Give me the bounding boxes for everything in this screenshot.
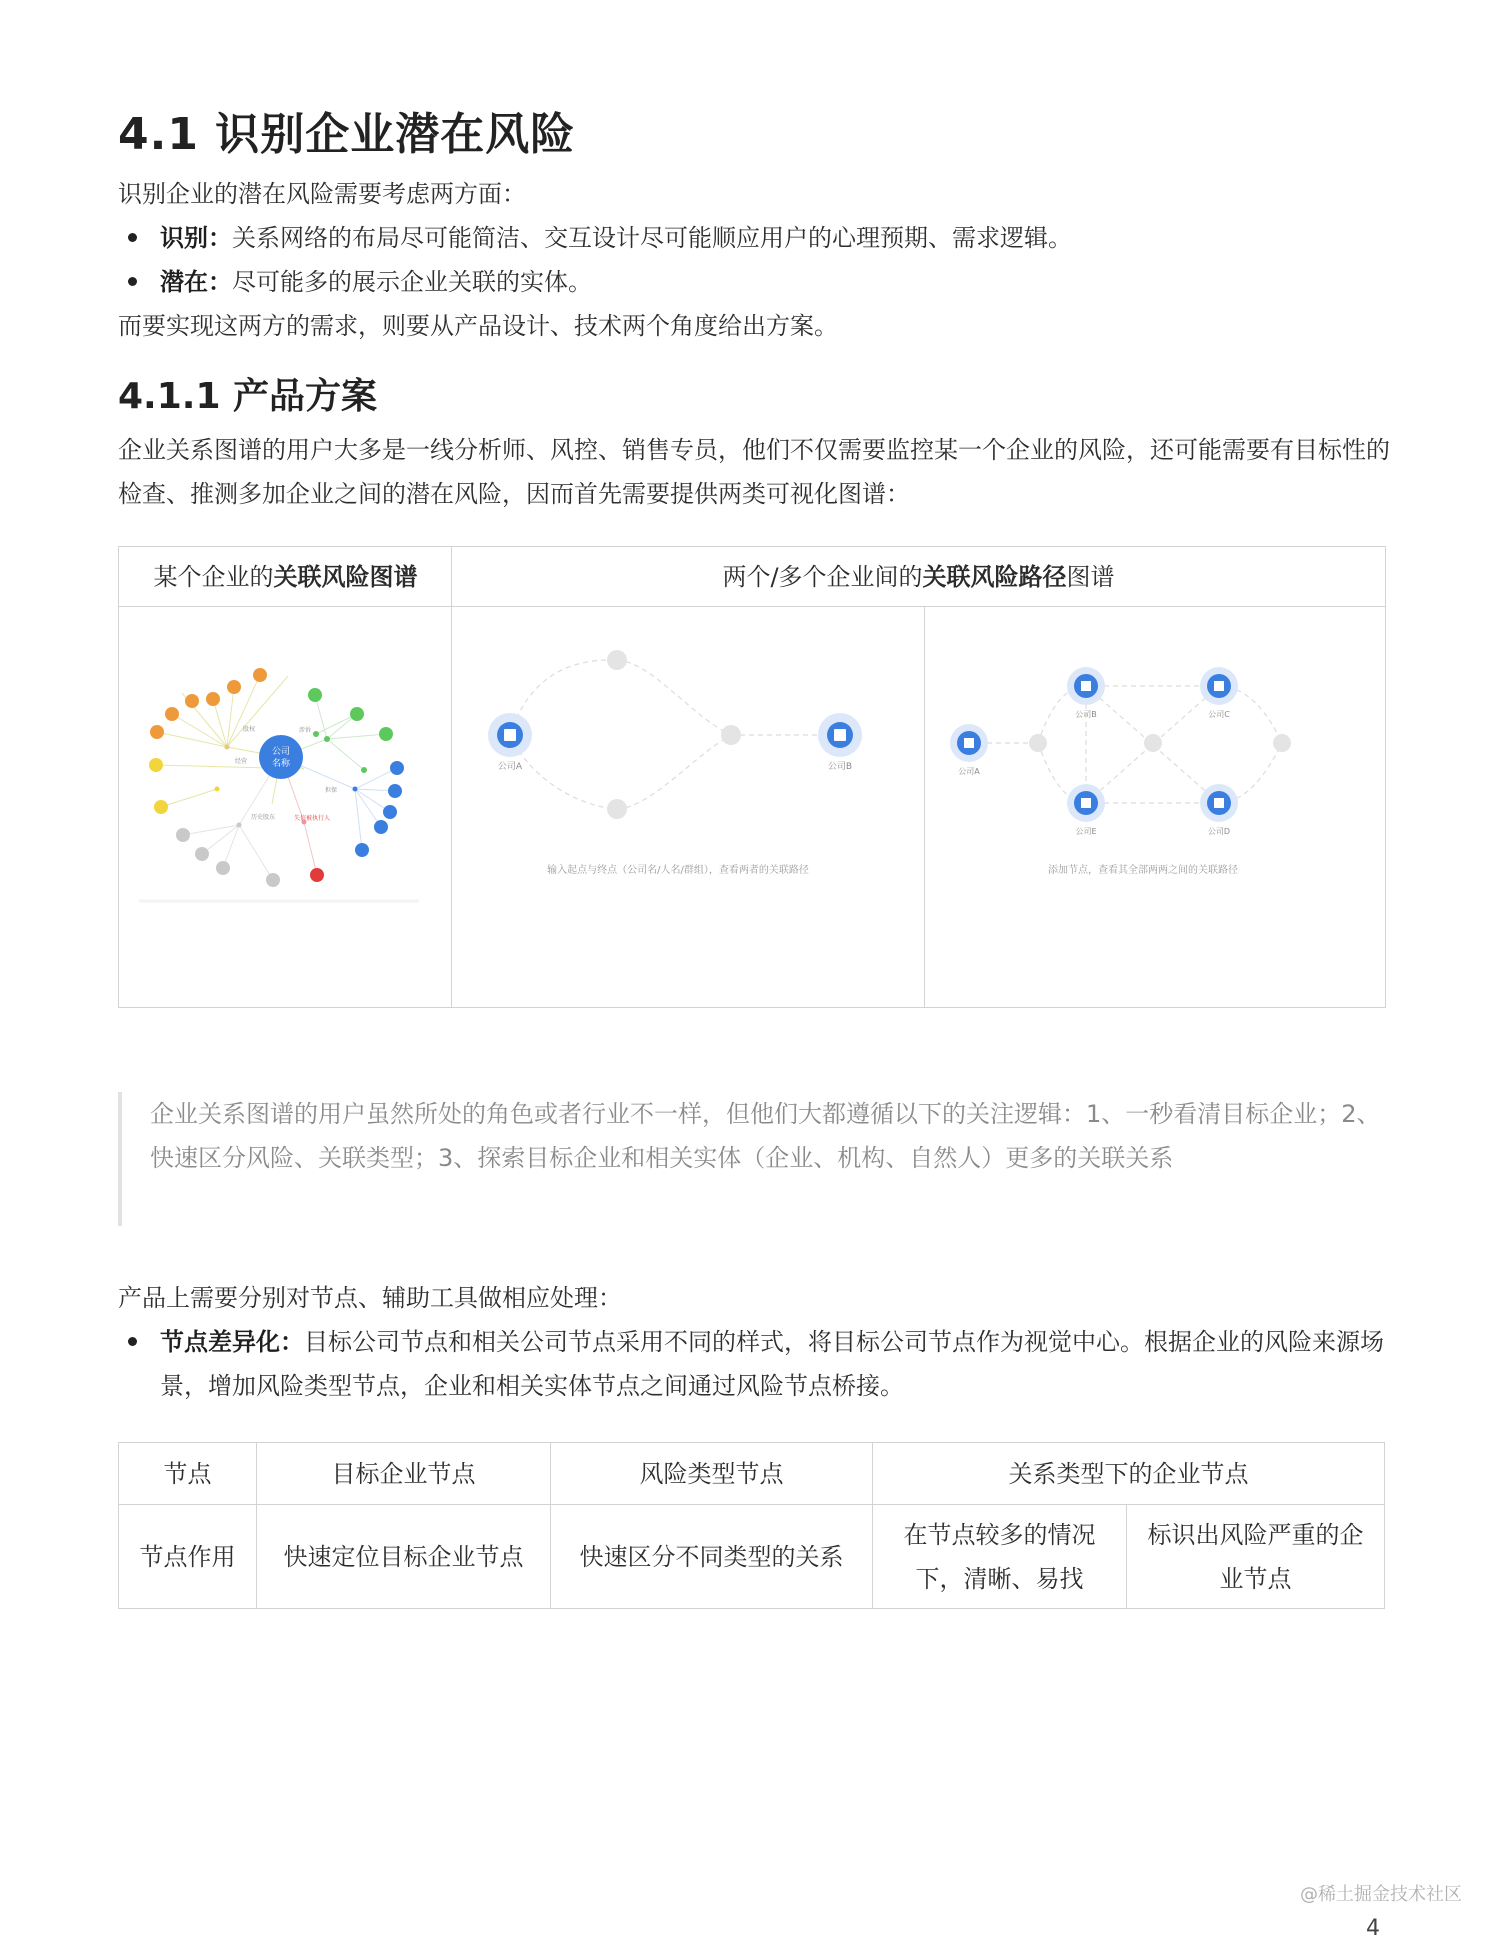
watermark: @稀土掘金技术社区	[1300, 1884, 1462, 1905]
node-label: 名称	[271, 759, 291, 769]
node-label: 公司B	[827, 762, 853, 772]
header-text: 某个企业的	[153, 563, 274, 591]
header-bold: 关联风险图谱	[273, 563, 418, 591]
section-title: 4.1 识别企业潜在风险	[118, 109, 576, 160]
figure-header-right	[452, 547, 1385, 607]
list-item	[118, 216, 1398, 260]
table-header-cell: 目标企业节点	[257, 1443, 551, 1505]
table-cell: 快速定位目标企业节点	[257, 1505, 551, 1609]
bullet-label: 节点差异化：	[160, 1328, 304, 1356]
product-intro: 产品上需要分别对节点、辅助工具做相应处理：	[118, 1284, 622, 1312]
radial-risk-graph	[119, 607, 451, 1007]
page-number: 4	[1366, 1916, 1380, 1941]
center-company-node	[259, 735, 303, 779]
subsection-paragraph: 企业关系图谱的用户大多是一线分析师、风控、销售专员，他们不仅需要监控某一个企业的风险，还可能需要有目标性的检查、推测多加企业之间的潜在风险，因而首先需要提供两类可视化图谱：	[118, 436, 1390, 508]
branch-label: 历史股东	[251, 814, 276, 821]
table-cell: 标识出风险严重的企业节点	[1127, 1505, 1385, 1609]
header-text: 两个/多个企业间的	[722, 563, 923, 591]
bullet-text: 尽可能多的展示企业关联的实体。	[232, 268, 592, 296]
node-label: 公司A	[958, 767, 980, 776]
bullet-dot-icon	[128, 233, 137, 242]
table-row	[119, 1505, 1385, 1609]
table-cell: 在节点较多的情况下，清晰、易找	[873, 1505, 1127, 1609]
blockquote: 企业关系图谱的用户虽然所处的角色或者行业不一样，但他们大都遵循以下的关注逻辑：1、一秒看清目标企业；2、快速区分风险、关联类型；3、探索目标企业和相关实体（企业、机构、自然人）更多的关联关系	[118, 1092, 1386, 1226]
table-header-cell: 风险类型节点	[551, 1443, 873, 1505]
node-label: 公司E	[1075, 827, 1097, 836]
branch-label: 股权	[243, 726, 256, 733]
graph-caption: 输入起点与终点（公司名/人名/群组），查看两者的关联路径	[547, 865, 809, 876]
bullet-dot-icon	[128, 1337, 137, 1346]
section-intro: 识别企业的潜在风险需要考虑两方面：	[118, 180, 526, 208]
node-comparison-table	[118, 1442, 1385, 1609]
multi-company-path-graph	[925, 607, 1385, 1007]
node-label: 公司A	[497, 762, 523, 772]
bullet-label: 识别：	[160, 224, 232, 252]
node-label: 公司C	[1208, 710, 1230, 719]
node-label: 公司B	[1075, 710, 1097, 719]
table-header-cell: 节点	[119, 1443, 257, 1505]
bullet-text: 关系网络的布局尽可能简洁、交互设计尽可能顺应用户的心理预期、需求逻辑。	[232, 224, 1072, 252]
section-after: 而要实现这两方的需求，则要从产品设计、技术两个角度给出方案。	[118, 312, 838, 340]
branch-label: 经营	[235, 758, 248, 765]
list-item	[118, 1320, 1398, 1408]
graph-caption: 添加节点，查看其全部两两之间的关联路径	[1048, 865, 1238, 876]
figure-header-left	[119, 547, 452, 607]
table-header-cell: 关系类型下的企业节点	[873, 1443, 1385, 1505]
bullet-dot-icon	[128, 277, 137, 286]
subsection-title: 4.1.1 产品方案	[118, 376, 378, 417]
node-label: 公司	[271, 747, 291, 757]
branch-label: 涉诉	[299, 727, 312, 734]
header-text: 图谱	[1066, 563, 1115, 591]
two-company-path-graph	[452, 607, 924, 1007]
graph-figure-table	[118, 546, 1386, 1008]
list-item	[118, 260, 1398, 304]
table-cell: 节点作用	[119, 1505, 257, 1609]
node-label: 公司D	[1207, 827, 1231, 836]
branch-label: 失信被执行人	[294, 815, 331, 822]
header-bold: 关联风险路径	[922, 563, 1067, 591]
bullet-text: 目标公司节点和相关公司节点采用不同的样式，将目标公司节点作为视觉中心。根据企业的风险来源场景，增加风险类型节点，企业和相关实体节点之间通过风险节点桥接。	[160, 1328, 1384, 1400]
branch-label: 担保	[325, 787, 338, 794]
bullet-label: 潜在：	[160, 268, 232, 296]
table-cell: 快速区分不同类型的关系	[551, 1505, 873, 1609]
